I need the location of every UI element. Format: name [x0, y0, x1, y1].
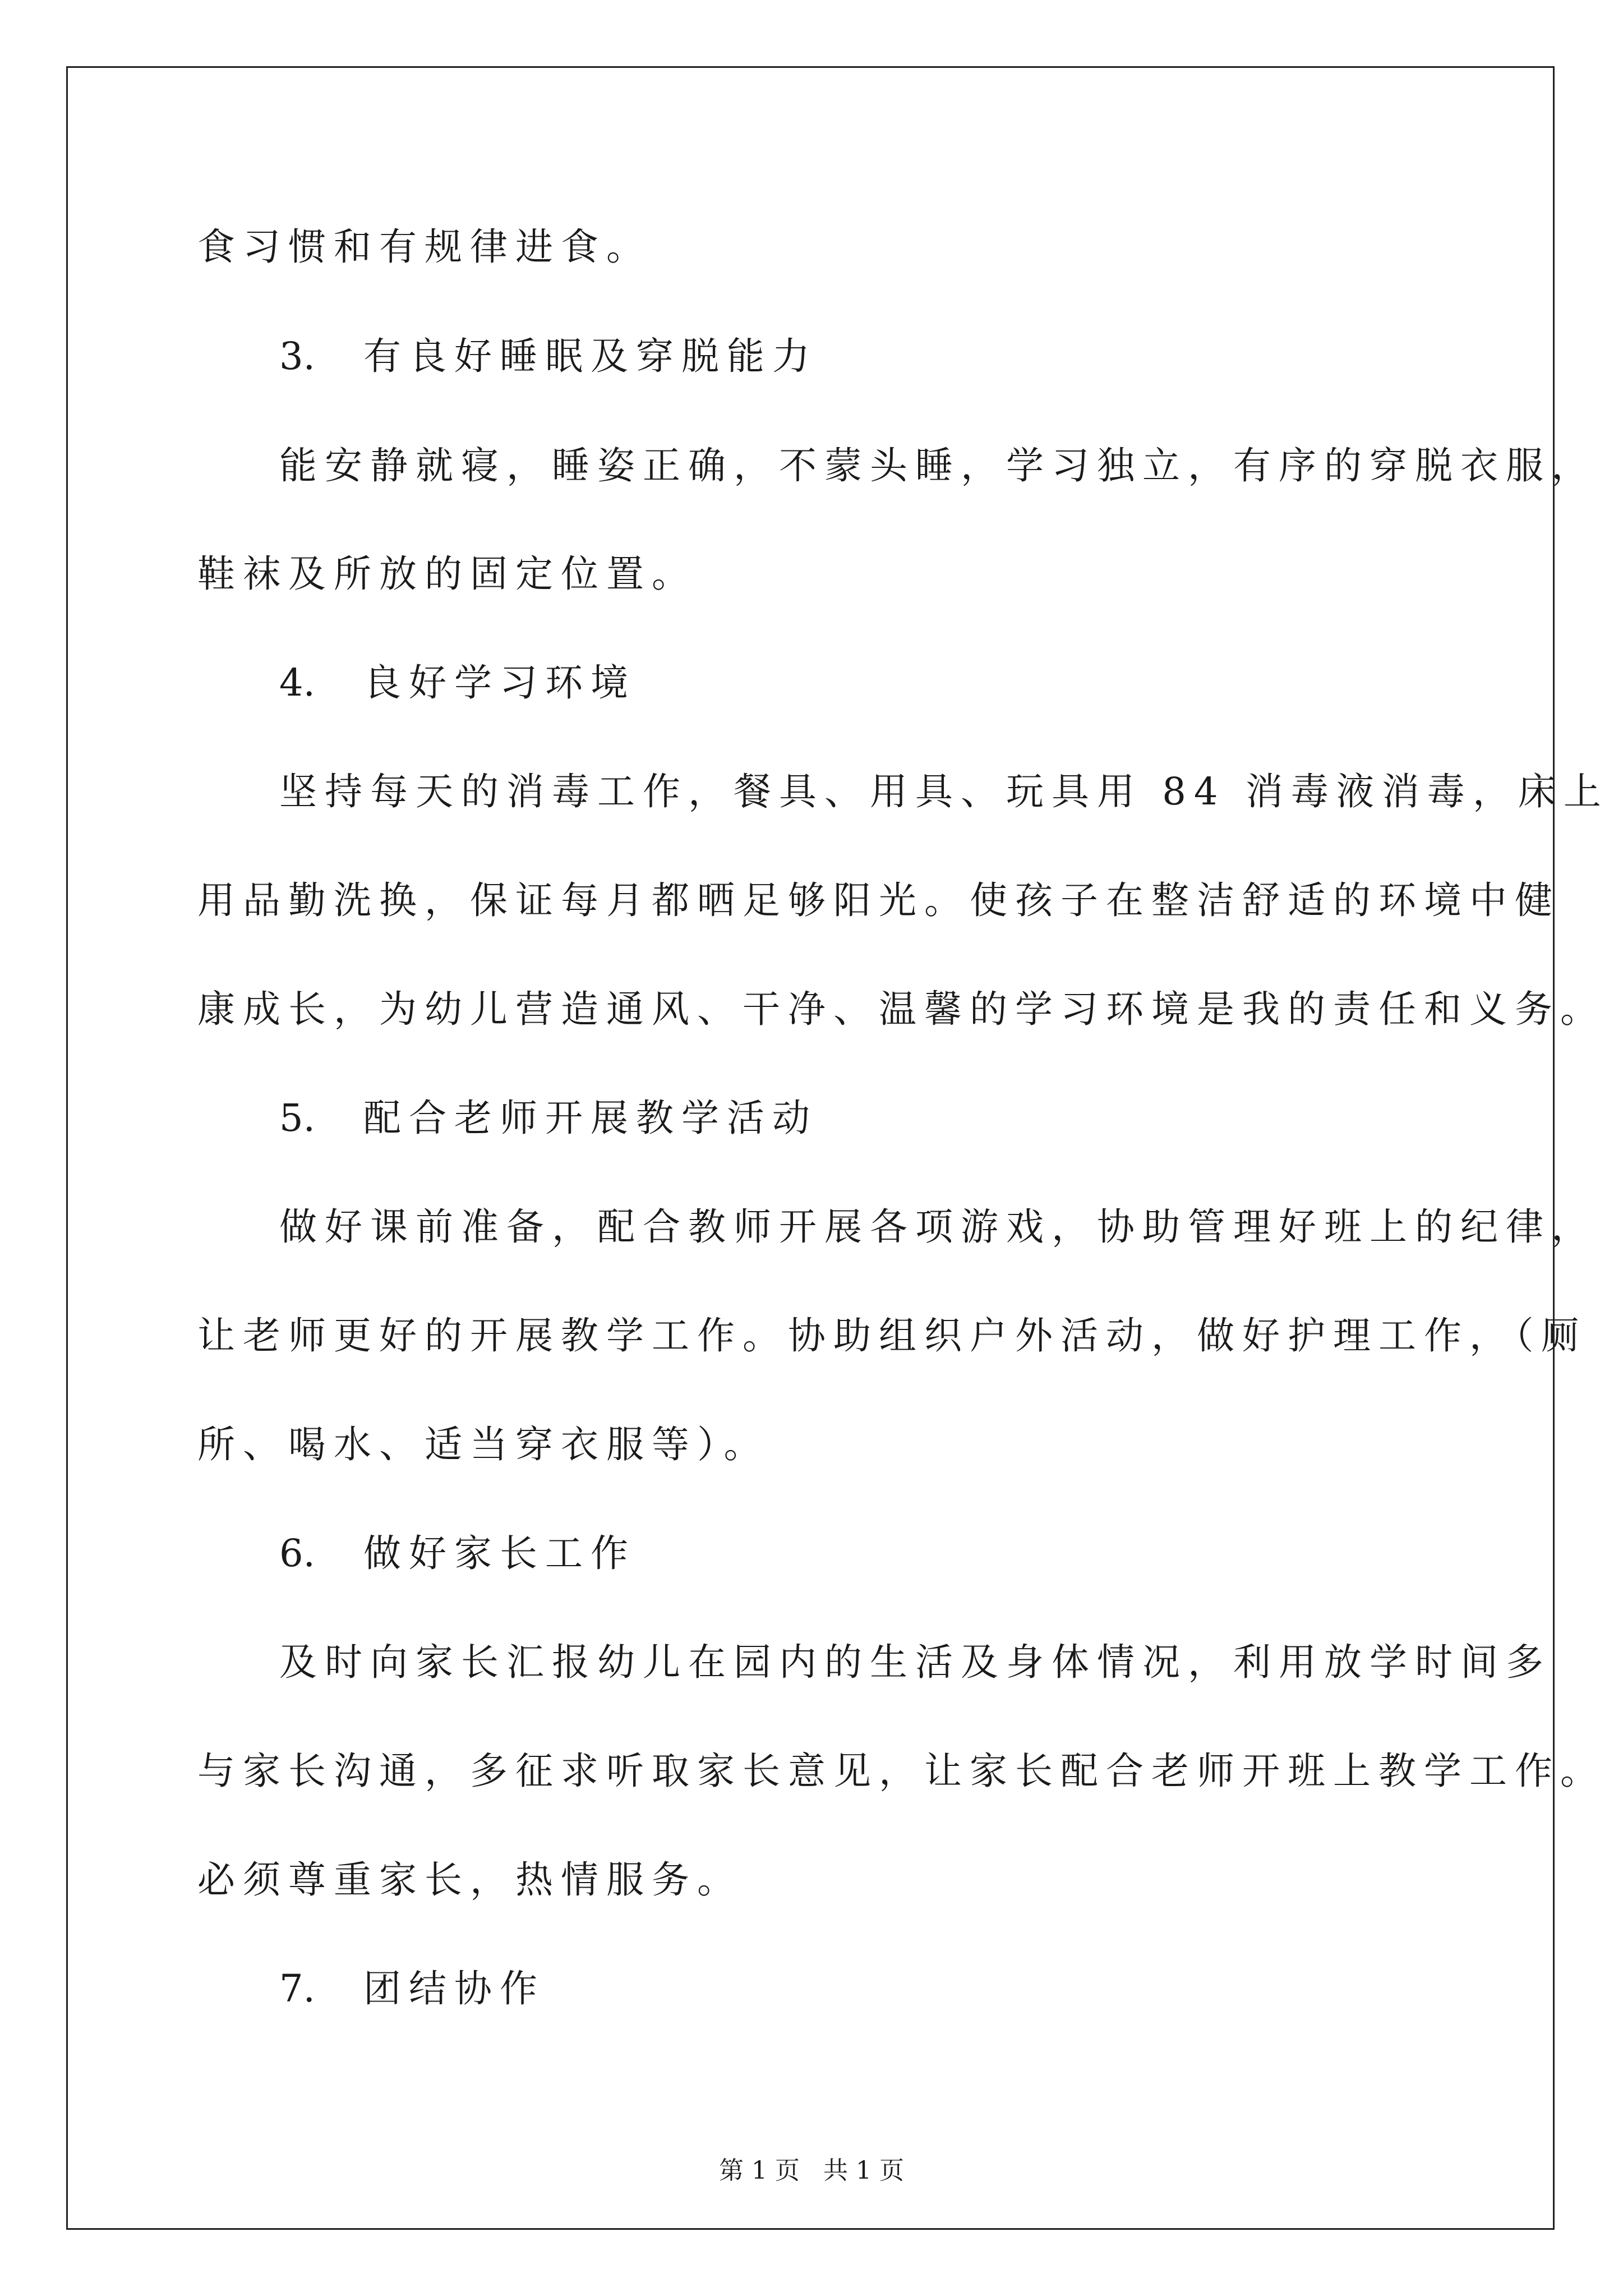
section-title: 做好家长工作	[363, 1531, 636, 1575]
section-heading-5	[279, 1093, 818, 1143]
section-heading-6	[279, 1528, 636, 1579]
text-line: 让老师更好的开展教学工作。协助组织户外活动，做好护理工作，（厕	[197, 1314, 1587, 1358]
section-number: 4.	[279, 661, 315, 705]
page-border	[66, 66, 1555, 2230]
section-number: 5.	[279, 1096, 315, 1140]
section-title: 团结协作	[363, 1967, 545, 2010]
text-line: 食习惯和有规律进食。	[197, 225, 652, 269]
text-line: 能安静就寝，睡姿正确，不蒙头睡，学习独立，有序的穿脱衣服，	[279, 444, 1597, 487]
text-line: 做好课前准备，配合教师开展各项游戏，协助管理好班上的纪律，	[279, 1205, 1597, 1249]
text-line: 及时向家长汇报幼儿在园内的生活及身体情况，利用放学时间多	[279, 1640, 1551, 1684]
section-heading-4	[279, 657, 636, 708]
section-number: 7.	[279, 1967, 315, 2010]
section-title: 配合老师开展教学活动	[363, 1096, 818, 1140]
section-number: 3.	[279, 334, 315, 378]
section-title: 有良好睡眠及穿脱能力	[363, 334, 818, 378]
page-footer: 第 1 页 共 1 页	[719, 2156, 904, 2185]
text-line: 康成长，为幼儿营造通风、干净、温馨的学习环境是我的责任和义务。	[197, 987, 1606, 1031]
text-line: 坚持每天的消毒工作，餐具、用具、玩具用 84 消毒液消毒，床上	[279, 770, 1609, 813]
section-number: 6.	[279, 1531, 315, 1575]
text-line: 与家长沟通，多征求听取家长意见，让家长配合老师开班上教学工作。	[197, 1749, 1606, 1793]
section-heading-7	[279, 1963, 545, 2014]
text-line: 鞋袜及所放的固定位置。	[197, 552, 697, 596]
text-line: 必须尊重家长，热情服务。	[197, 1858, 743, 1902]
text-line: 所、喝水、适当穿衣服等）。	[197, 1423, 769, 1466]
text-line: 用品勤洗换，保证每月都晒足够阳光。使孩子在整洁舒适的环境中健	[197, 878, 1560, 922]
section-title: 良好学习环境	[363, 661, 636, 705]
section-heading-3	[279, 331, 818, 381]
